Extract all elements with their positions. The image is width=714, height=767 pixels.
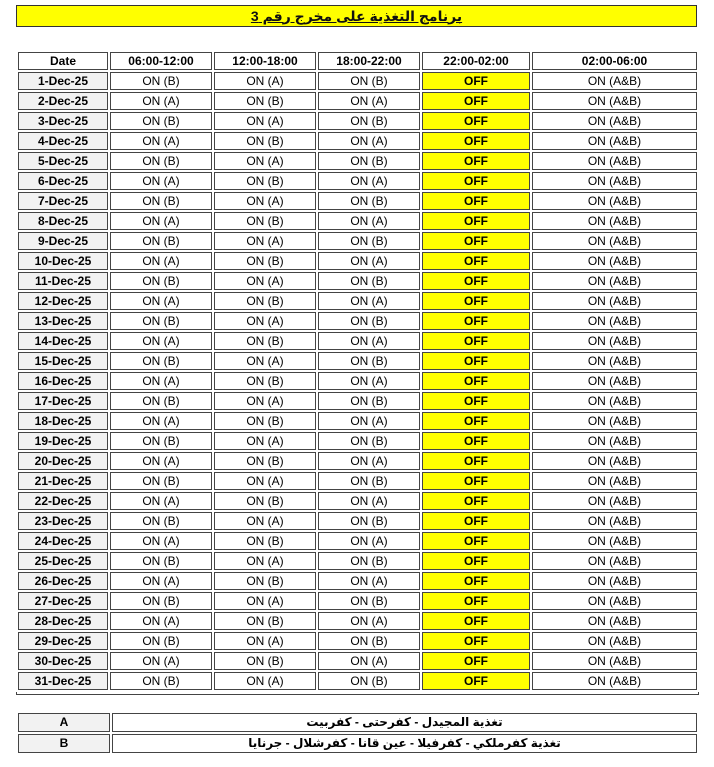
page-title: برنامج التغذية على مخرج رقم 3	[250, 7, 463, 24]
status-cell: ON (A&B)	[532, 192, 697, 210]
table-row	[18, 452, 697, 470]
status-cell: ON (B)	[214, 212, 316, 230]
status-cell: ON (A)	[110, 412, 212, 430]
table-row	[18, 652, 697, 670]
status-cell: ON (A&B)	[532, 432, 697, 450]
table-row	[18, 432, 697, 450]
status-cell: ON (B)	[214, 572, 316, 590]
date-cell: 27-Dec-25	[18, 592, 108, 610]
off-cell: OFF	[422, 212, 530, 230]
table-row	[18, 172, 697, 190]
status-cell: ON (B)	[214, 332, 316, 350]
status-cell: ON (A)	[318, 252, 420, 270]
table-row	[18, 252, 697, 270]
status-cell: ON (B)	[318, 512, 420, 530]
off-cell: OFF	[422, 232, 530, 250]
off-cell: OFF	[422, 312, 530, 330]
date-cell: 3-Dec-25	[18, 112, 108, 130]
status-cell: ON (B)	[214, 652, 316, 670]
table-row	[18, 592, 697, 610]
status-cell: ON (A)	[318, 372, 420, 390]
status-cell: ON (B)	[214, 532, 316, 550]
off-cell: OFF	[422, 372, 530, 390]
status-cell: ON (A)	[214, 472, 316, 490]
status-cell: ON (A)	[214, 552, 316, 570]
date-cell: 29-Dec-25	[18, 632, 108, 650]
status-cell: ON (B)	[318, 352, 420, 370]
status-cell: ON (A&B)	[532, 172, 697, 190]
legend-row	[18, 734, 697, 753]
status-cell: ON (B)	[110, 432, 212, 450]
status-cell: ON (A)	[214, 352, 316, 370]
status-cell: ON (B)	[110, 152, 212, 170]
table-row	[18, 492, 697, 510]
date-cell: 17-Dec-25	[18, 392, 108, 410]
schedule-table	[16, 50, 699, 692]
status-cell: ON (A&B)	[532, 532, 697, 550]
status-cell: ON (A)	[110, 612, 212, 630]
status-cell: ON (A)	[318, 132, 420, 150]
date-cell: 10-Dec-25	[18, 252, 108, 270]
header-row	[18, 52, 697, 70]
status-cell: ON (B)	[110, 512, 212, 530]
status-cell: ON (A&B)	[532, 452, 697, 470]
table-row	[18, 152, 697, 170]
status-cell: ON (A)	[110, 492, 212, 510]
date-cell: 25-Dec-25	[18, 552, 108, 570]
status-cell: ON (B)	[110, 672, 212, 690]
status-cell: ON (B)	[318, 152, 420, 170]
date-cell: 23-Dec-25	[18, 512, 108, 530]
status-cell: ON (B)	[110, 72, 212, 90]
status-cell: ON (B)	[318, 672, 420, 690]
date-cell: 11-Dec-25	[18, 272, 108, 290]
status-cell: ON (B)	[110, 272, 212, 290]
status-cell: ON (B)	[318, 472, 420, 490]
status-cell: ON (A)	[318, 292, 420, 310]
status-cell: ON (B)	[214, 492, 316, 510]
status-cell: ON (A)	[318, 612, 420, 630]
status-cell: ON (A)	[110, 452, 212, 470]
off-cell: OFF	[422, 532, 530, 550]
status-cell: ON (B)	[110, 592, 212, 610]
date-cell: 26-Dec-25	[18, 572, 108, 590]
status-cell: ON (B)	[318, 232, 420, 250]
status-cell: ON (A&B)	[532, 252, 697, 270]
status-cell: ON (A&B)	[532, 472, 697, 490]
header-slot-3: 18:00-22:00	[318, 52, 420, 70]
status-cell: ON (B)	[110, 552, 212, 570]
off-cell: OFF	[422, 332, 530, 350]
status-cell: ON (A&B)	[532, 612, 697, 630]
status-cell: ON (B)	[318, 432, 420, 450]
status-cell: ON (A&B)	[532, 592, 697, 610]
date-cell: 16-Dec-25	[18, 372, 108, 390]
status-cell: ON (A&B)	[532, 272, 697, 290]
status-cell: ON (B)	[318, 312, 420, 330]
status-cell: ON (A&B)	[532, 492, 697, 510]
off-cell: OFF	[422, 632, 530, 650]
status-cell: ON (A)	[110, 372, 212, 390]
header-slot-5: 02:00-06:00	[532, 52, 697, 70]
legend-table	[16, 711, 699, 755]
off-cell: OFF	[422, 412, 530, 430]
status-cell: ON (A)	[318, 212, 420, 230]
status-cell: ON (A)	[318, 572, 420, 590]
status-cell: ON (A)	[214, 672, 316, 690]
status-cell: ON (B)	[110, 232, 212, 250]
off-cell: OFF	[422, 652, 530, 670]
status-cell: ON (A&B)	[532, 152, 697, 170]
date-cell: 18-Dec-25	[18, 412, 108, 430]
status-cell: ON (A)	[110, 572, 212, 590]
date-cell: 4-Dec-25	[18, 132, 108, 150]
status-cell: ON (A)	[110, 532, 212, 550]
table-row	[18, 232, 697, 250]
table-row	[18, 112, 697, 130]
status-cell: ON (B)	[318, 552, 420, 570]
table-row	[18, 132, 697, 150]
status-cell: ON (A)	[318, 452, 420, 470]
status-cell: ON (A&B)	[532, 232, 697, 250]
date-cell: 20-Dec-25	[18, 452, 108, 470]
table-row	[18, 92, 697, 110]
schedule-body	[18, 72, 697, 690]
title-bar	[16, 5, 697, 27]
status-cell: ON (A)	[110, 92, 212, 110]
off-cell: OFF	[422, 392, 530, 410]
header-slot-4: 22:00-02:00	[422, 52, 530, 70]
status-cell: ON (B)	[318, 192, 420, 210]
status-cell: ON (A&B)	[532, 312, 697, 330]
header-date: Date	[18, 52, 108, 70]
table-row	[18, 472, 697, 490]
date-cell: 14-Dec-25	[18, 332, 108, 350]
status-cell: ON (B)	[214, 372, 316, 390]
status-cell: ON (A)	[214, 392, 316, 410]
status-cell: ON (A&B)	[532, 72, 697, 90]
status-cell: ON (B)	[318, 592, 420, 610]
table-row	[18, 412, 697, 430]
date-cell: 30-Dec-25	[18, 652, 108, 670]
header-slot-1: 06:00-12:00	[110, 52, 212, 70]
table-row	[18, 572, 697, 590]
status-cell: ON (B)	[318, 272, 420, 290]
status-cell: ON (A)	[110, 332, 212, 350]
status-cell: ON (B)	[214, 132, 316, 150]
date-cell: 12-Dec-25	[18, 292, 108, 310]
date-cell: 7-Dec-25	[18, 192, 108, 210]
table-row	[18, 672, 697, 690]
status-cell: ON (A)	[214, 272, 316, 290]
off-cell: OFF	[422, 452, 530, 470]
header-slot-2: 12:00-18:00	[214, 52, 316, 70]
off-cell: OFF	[422, 552, 530, 570]
date-cell: 31-Dec-25	[18, 672, 108, 690]
status-cell: ON (A)	[110, 132, 212, 150]
status-cell: ON (A&B)	[532, 412, 697, 430]
status-cell: ON (A)	[318, 172, 420, 190]
date-cell: 2-Dec-25	[18, 92, 108, 110]
off-cell: OFF	[422, 472, 530, 490]
legend-row	[18, 713, 697, 732]
status-cell: ON (A)	[214, 232, 316, 250]
date-cell: 15-Dec-25	[18, 352, 108, 370]
off-cell: OFF	[422, 572, 530, 590]
status-cell: ON (B)	[110, 632, 212, 650]
status-cell: ON (A&B)	[532, 292, 697, 310]
date-cell: 19-Dec-25	[18, 432, 108, 450]
table-row	[18, 392, 697, 410]
date-cell: 8-Dec-25	[18, 212, 108, 230]
table-row	[18, 512, 697, 530]
status-cell: ON (A)	[214, 512, 316, 530]
off-cell: OFF	[422, 292, 530, 310]
table-row	[18, 372, 697, 390]
date-cell: 5-Dec-25	[18, 152, 108, 170]
table-row	[18, 72, 697, 90]
status-cell: ON (A)	[110, 212, 212, 230]
status-cell: ON (A&B)	[532, 552, 697, 570]
date-cell: 28-Dec-25	[18, 612, 108, 630]
off-cell: OFF	[422, 252, 530, 270]
off-cell: OFF	[422, 172, 530, 190]
status-cell: ON (A)	[110, 292, 212, 310]
status-cell: ON (A&B)	[532, 112, 697, 130]
status-cell: ON (A&B)	[532, 572, 697, 590]
table-row	[18, 632, 697, 650]
status-cell: ON (A&B)	[532, 652, 697, 670]
off-cell: OFF	[422, 352, 530, 370]
status-cell: ON (B)	[214, 452, 316, 470]
off-cell: OFF	[422, 92, 530, 110]
status-cell: ON (A&B)	[532, 352, 697, 370]
legend-key: B	[18, 734, 110, 753]
status-cell: ON (B)	[318, 392, 420, 410]
table-row	[18, 352, 697, 370]
status-cell: ON (B)	[110, 112, 212, 130]
status-cell: ON (A)	[214, 592, 316, 610]
date-cell: 21-Dec-25	[18, 472, 108, 490]
table-row	[18, 292, 697, 310]
status-cell: ON (B)	[214, 292, 316, 310]
status-cell: ON (A&B)	[532, 212, 697, 230]
date-cell: 22-Dec-25	[18, 492, 108, 510]
legend-description: تغذية كفرملكي - كفرفيلا - عين قانا - كفرشلال - جرنايا	[112, 734, 697, 753]
off-cell: OFF	[422, 592, 530, 610]
status-cell: ON (B)	[214, 412, 316, 430]
table-row	[18, 612, 697, 630]
status-cell: ON (A)	[110, 652, 212, 670]
table-row	[18, 332, 697, 350]
status-cell: ON (B)	[214, 252, 316, 270]
status-cell: ON (A)	[214, 432, 316, 450]
status-cell: ON (A&B)	[532, 372, 697, 390]
status-cell: ON (B)	[110, 192, 212, 210]
status-cell: ON (B)	[318, 112, 420, 130]
status-cell: ON (B)	[110, 392, 212, 410]
status-cell: ON (A)	[110, 252, 212, 270]
table-row	[18, 272, 697, 290]
status-cell: ON (A)	[214, 152, 316, 170]
off-cell: OFF	[422, 612, 530, 630]
legend-description: تغذية المجيدل - كفرحتى - كفربيت	[112, 713, 697, 732]
status-cell: ON (B)	[214, 612, 316, 630]
off-cell: OFF	[422, 672, 530, 690]
date-cell: 9-Dec-25	[18, 232, 108, 250]
table-row	[18, 212, 697, 230]
off-cell: OFF	[422, 512, 530, 530]
status-cell: ON (A)	[318, 492, 420, 510]
status-cell: ON (A)	[214, 112, 316, 130]
off-cell: OFF	[422, 152, 530, 170]
status-cell: ON (A&B)	[532, 512, 697, 530]
status-cell: ON (A)	[318, 92, 420, 110]
status-cell: ON (A)	[318, 532, 420, 550]
status-cell: ON (A&B)	[532, 392, 697, 410]
status-cell: ON (A)	[318, 332, 420, 350]
table-row	[18, 532, 697, 550]
status-cell: ON (B)	[214, 92, 316, 110]
status-cell: ON (B)	[110, 352, 212, 370]
status-cell: ON (A&B)	[532, 92, 697, 110]
date-cell: 1-Dec-25	[18, 72, 108, 90]
table-row	[18, 312, 697, 330]
off-cell: OFF	[422, 132, 530, 150]
off-cell: OFF	[422, 192, 530, 210]
status-cell: ON (A)	[318, 412, 420, 430]
status-cell: ON (A&B)	[532, 332, 697, 350]
status-cell: ON (A&B)	[532, 132, 697, 150]
status-cell: ON (A)	[214, 192, 316, 210]
off-cell: OFF	[422, 112, 530, 130]
off-cell: OFF	[422, 72, 530, 90]
status-cell: ON (A)	[318, 652, 420, 670]
date-cell: 6-Dec-25	[18, 172, 108, 190]
status-cell: ON (A&B)	[532, 672, 697, 690]
status-cell: ON (A)	[214, 312, 316, 330]
off-cell: OFF	[422, 492, 530, 510]
status-cell: ON (A&B)	[532, 632, 697, 650]
legend-key: A	[18, 713, 110, 732]
status-cell: ON (B)	[110, 312, 212, 330]
status-cell: ON (B)	[318, 72, 420, 90]
table-row	[18, 192, 697, 210]
status-cell: ON (B)	[110, 472, 212, 490]
off-cell: OFF	[422, 272, 530, 290]
status-cell: ON (A)	[214, 632, 316, 650]
status-cell: ON (B)	[318, 632, 420, 650]
status-cell: ON (A)	[110, 172, 212, 190]
date-cell: 24-Dec-25	[18, 532, 108, 550]
off-cell: OFF	[422, 432, 530, 450]
status-cell: ON (A)	[214, 72, 316, 90]
status-cell: ON (B)	[214, 172, 316, 190]
table-row	[18, 552, 697, 570]
date-cell: 13-Dec-25	[18, 312, 108, 330]
